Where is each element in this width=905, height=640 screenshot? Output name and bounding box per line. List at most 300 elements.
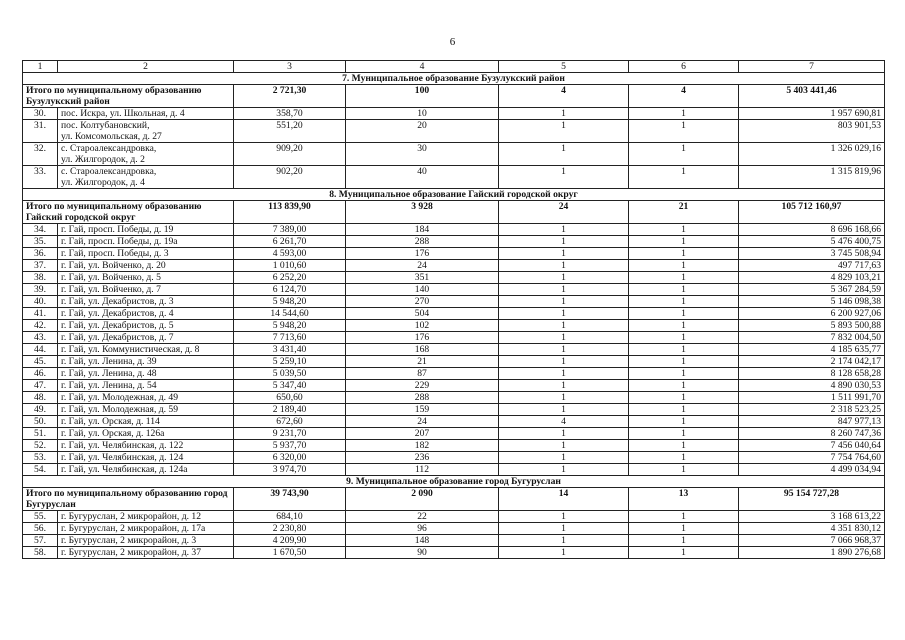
address-line: пос. Искра, ул. Школьная, д. 4 [61, 108, 185, 119]
address-line: г. Гай, ул. Декабристов, д. 7 [61, 332, 174, 343]
row-number: 37. [23, 260, 58, 272]
cost-cell: 847 977,13 [739, 416, 885, 428]
buildings-cell: 1 [499, 511, 629, 523]
row-number: 43. [23, 332, 58, 344]
column-header: 5 [499, 61, 629, 73]
buildings-cell: 1 [499, 392, 629, 404]
area-cell: 3 431,40 [234, 344, 346, 356]
table-row [23, 120, 885, 143]
address-line: г. Гай, просп. Победы, д. 3 [61, 248, 169, 259]
table-row [23, 224, 885, 236]
buildings-cell: 1 [499, 547, 629, 559]
total-count: 13 [629, 488, 739, 511]
row-number: 40. [23, 296, 58, 308]
area-cell: 551,20 [234, 120, 346, 143]
address-cell [58, 511, 234, 523]
address-cell [58, 120, 234, 143]
buildings-cell: 1 [499, 108, 629, 120]
count-cell: 1 [629, 284, 739, 296]
residents-cell: 102 [346, 320, 499, 332]
address-line: г. Бугуруслан, 2 микрорайон, д. 17а [61, 523, 206, 534]
section-header-row [23, 189, 885, 201]
section-header-row [23, 73, 885, 85]
address-cell [58, 344, 234, 356]
area-cell: 1 010,60 [234, 260, 346, 272]
table-row [23, 380, 885, 392]
residents-cell: 288 [346, 236, 499, 248]
table-row [23, 260, 885, 272]
area-cell: 9 231,70 [234, 428, 346, 440]
address-line: ул. Жилгородок, д. 2 [61, 154, 145, 165]
table-row [23, 416, 885, 428]
row-number: 41. [23, 308, 58, 320]
row-number: 36. [23, 248, 58, 260]
table-row [23, 440, 885, 452]
residents-cell: 504 [346, 308, 499, 320]
cost-cell: 5 893 500,88 [739, 320, 885, 332]
row-number: 57. [23, 535, 58, 547]
area-cell: 7 713,60 [234, 332, 346, 344]
address-cell [58, 416, 234, 428]
cost-cell: 7 066 968,37 [739, 535, 885, 547]
total-label: Итого по муниципальному образованию Гайский городской округ [23, 201, 234, 224]
count-cell: 1 [629, 260, 739, 272]
residents-cell: 30 [346, 143, 499, 166]
residents-cell: 24 [346, 416, 499, 428]
table-row [23, 166, 885, 189]
residents-cell: 184 [346, 224, 499, 236]
total-area: 39 743,90 [234, 488, 346, 511]
address-line: пос. Колтубановский, [61, 120, 150, 131]
count-cell: 1 [629, 320, 739, 332]
table-row [23, 344, 885, 356]
table-row [23, 511, 885, 523]
buildings-cell: 1 [499, 296, 629, 308]
cost-cell: 3 168 613,22 [739, 511, 885, 523]
row-number: 35. [23, 236, 58, 248]
total-count: 4 [629, 85, 739, 108]
address-line: г. Гай, ул. Ленина, д. 39 [61, 356, 157, 367]
address-cell [58, 332, 234, 344]
address-cell [58, 452, 234, 464]
count-cell: 1 [629, 380, 739, 392]
section-header-row [23, 476, 885, 488]
residents-cell: 148 [346, 535, 499, 547]
address-line: с. Староалександровка, [61, 166, 157, 177]
cost-cell: 2 318 523,25 [739, 404, 885, 416]
area-cell: 650,60 [234, 392, 346, 404]
cost-cell: 5 476 400,75 [739, 236, 885, 248]
total-cost: 5 403 441,46 [739, 85, 885, 108]
section-title: 8. Муниципальное образование Гайский городской округ [23, 189, 885, 201]
area-cell: 4 209,90 [234, 535, 346, 547]
address-line: г. Гай, ул. Орская, д. 114 [61, 416, 160, 427]
table-row [23, 332, 885, 344]
cost-cell: 8 696 168,66 [739, 224, 885, 236]
buildings-cell: 1 [499, 428, 629, 440]
residents-cell: 10 [346, 108, 499, 120]
cost-cell: 6 200 927,06 [739, 308, 885, 320]
address-cell [58, 108, 234, 120]
area-cell: 5 948,20 [234, 296, 346, 308]
area-cell: 5 948,20 [234, 320, 346, 332]
row-number: 47. [23, 380, 58, 392]
count-cell: 1 [629, 224, 739, 236]
total-buildings: 24 [499, 201, 629, 224]
column-header: 4 [346, 61, 499, 73]
cost-cell: 4 351 830,12 [739, 523, 885, 535]
column-header: 2 [58, 61, 234, 73]
buildings-cell: 1 [499, 440, 629, 452]
residents-cell: 182 [346, 440, 499, 452]
row-number: 46. [23, 368, 58, 380]
residents-cell: 159 [346, 404, 499, 416]
total-label: Итого по муниципальному образованию город Бугуруслан [23, 488, 234, 511]
address-line: г. Гай, ул. Декабристов, д. 3 [61, 296, 174, 307]
count-cell: 1 [629, 535, 739, 547]
residents-cell: 229 [346, 380, 499, 392]
cost-cell: 8 260 747,36 [739, 428, 885, 440]
address-line: г. Бугуруслан, 2 микрорайон, д. 12 [61, 511, 201, 522]
address-cell [58, 547, 234, 559]
row-number: 56. [23, 523, 58, 535]
cost-cell: 7 456 040,64 [739, 440, 885, 452]
row-number: 49. [23, 404, 58, 416]
count-cell: 1 [629, 511, 739, 523]
count-cell: 1 [629, 452, 739, 464]
count-cell: 1 [629, 404, 739, 416]
buildings-cell: 1 [499, 368, 629, 380]
area-cell: 672,60 [234, 416, 346, 428]
address-cell [58, 296, 234, 308]
table-row [23, 464, 885, 476]
table-row [23, 535, 885, 547]
table-row [23, 143, 885, 166]
table-row [23, 547, 885, 559]
total-cost: 95 154 727,28 [739, 488, 885, 511]
address-line: г. Гай, ул. Ленина, д. 54 [61, 380, 157, 391]
section-title: 7. Муниципальное образование Бузулукский район [23, 73, 885, 85]
buildings-cell: 1 [499, 120, 629, 143]
count-cell: 1 [629, 416, 739, 428]
buildings-cell: 1 [499, 535, 629, 547]
buildings-cell: 1 [499, 464, 629, 476]
cost-cell: 1 315 819,96 [739, 166, 885, 189]
total-area: 113 839,90 [234, 201, 346, 224]
residents-cell: 288 [346, 392, 499, 404]
address-cell [58, 224, 234, 236]
row-number: 48. [23, 392, 58, 404]
address-cell [58, 380, 234, 392]
address-cell [58, 166, 234, 189]
cost-cell: 3 745 508,94 [739, 248, 885, 260]
address-line: г. Гай, просп. Победы, д. 19а [61, 236, 178, 247]
residents-cell: 140 [346, 284, 499, 296]
row-number: 58. [23, 547, 58, 559]
address-cell [58, 368, 234, 380]
row-number: 42. [23, 320, 58, 332]
address-line: г. Гай, ул. Войченко, д. 7 [61, 284, 161, 295]
cost-cell: 4 499 034,94 [739, 464, 885, 476]
buildings-cell: 1 [499, 166, 629, 189]
total-area: 2 721,30 [234, 85, 346, 108]
address-cell [58, 523, 234, 535]
address-line: г. Гай, ул. Коммунистическая, д. 8 [61, 344, 200, 355]
residents-cell: 112 [346, 464, 499, 476]
total-label: Итого по муниципальному образованию Бузулукский район [23, 85, 234, 108]
row-number: 32. [23, 143, 58, 166]
address-line: ул. Комсомольская, д. 27 [61, 131, 162, 142]
count-cell: 1 [629, 428, 739, 440]
residents-cell: 87 [346, 368, 499, 380]
area-cell: 6 320,00 [234, 452, 346, 464]
row-number: 53. [23, 452, 58, 464]
area-cell: 902,20 [234, 166, 346, 189]
buildings-cell: 1 [499, 320, 629, 332]
table-row [23, 523, 885, 535]
count-cell: 1 [629, 166, 739, 189]
row-number: 45. [23, 356, 58, 368]
buildings-cell: 1 [499, 260, 629, 272]
residents-cell: 176 [346, 248, 499, 260]
column-header: 1 [23, 61, 58, 73]
table-row [23, 236, 885, 248]
address-cell [58, 236, 234, 248]
buildings-cell: 1 [499, 248, 629, 260]
address-cell [58, 308, 234, 320]
area-cell: 1 670,50 [234, 547, 346, 559]
residents-cell: 168 [346, 344, 499, 356]
address-cell [58, 356, 234, 368]
buildings-cell: 1 [499, 380, 629, 392]
address-line: г. Гай, ул. Ленина, д. 48 [61, 368, 157, 379]
cost-cell: 1 890 276,68 [739, 547, 885, 559]
address-line: г. Гай, ул. Декабристов, д. 5 [61, 320, 174, 331]
area-cell: 6 252,20 [234, 272, 346, 284]
address-cell [58, 143, 234, 166]
residents-cell: 176 [346, 332, 499, 344]
address-cell [58, 440, 234, 452]
table-row [23, 404, 885, 416]
address-cell [58, 284, 234, 296]
row-number: 51. [23, 428, 58, 440]
count-cell: 1 [629, 368, 739, 380]
buildings-cell: 1 [499, 404, 629, 416]
address-line: с. Староалександровка, [61, 143, 157, 154]
address-line: г. Гай, ул. Войченко, д. 20 [61, 260, 166, 271]
buildings-cell: 1 [499, 452, 629, 464]
cost-cell: 2 174 042,17 [739, 356, 885, 368]
buildings-cell: 1 [499, 272, 629, 284]
address-cell [58, 272, 234, 284]
cost-cell: 1 957 690,81 [739, 108, 885, 120]
total-buildings: 14 [499, 488, 629, 511]
address-cell [58, 320, 234, 332]
area-cell: 909,20 [234, 143, 346, 166]
area-cell: 5 347,40 [234, 380, 346, 392]
address-line: г. Гай, ул. Орская, д. 126а [61, 428, 165, 439]
table-row [23, 248, 885, 260]
address-line: г. Бугуруслан, 2 микрорайон, д. 37 [61, 547, 201, 558]
buildings-cell: 1 [499, 236, 629, 248]
count-cell: 1 [629, 392, 739, 404]
total-residents: 100 [346, 85, 499, 108]
cost-cell: 4 890 030,53 [739, 380, 885, 392]
total-count: 21 [629, 201, 739, 224]
buildings-cell: 1 [499, 224, 629, 236]
residents-cell: 270 [346, 296, 499, 308]
residents-cell: 236 [346, 452, 499, 464]
area-cell: 2 230,80 [234, 523, 346, 535]
address-cell [58, 392, 234, 404]
row-number: 39. [23, 284, 58, 296]
residents-cell: 20 [346, 120, 499, 143]
row-number: 30. [23, 108, 58, 120]
area-cell: 5 039,50 [234, 368, 346, 380]
count-cell: 1 [629, 547, 739, 559]
residents-cell: 22 [346, 511, 499, 523]
count-cell: 1 [629, 523, 739, 535]
table-row [23, 320, 885, 332]
area-cell: 358,70 [234, 108, 346, 120]
address-line: г. Гай, ул. Челябинская, д. 124 [61, 452, 184, 463]
address-line: г. Гай, ул. Молодежная, д. 49 [61, 392, 179, 403]
buildings-cell: 1 [499, 284, 629, 296]
address-line: г. Гай, ул. Войченко, д. 5 [61, 272, 161, 283]
total-cost: 105 712 160,97 [739, 201, 885, 224]
area-cell: 4 593,00 [234, 248, 346, 260]
address-line: г. Гай, просп. Победы, д. 19 [61, 224, 174, 235]
address-line: г. Бугуруслан, 2 микрорайон, д. 3 [61, 535, 197, 546]
buildings-cell: 1 [499, 356, 629, 368]
table-row [23, 392, 885, 404]
section-title: 9. Муниципальное образование город Бугуруслан [23, 476, 885, 488]
buildings-cell: 1 [499, 308, 629, 320]
count-cell: 1 [629, 332, 739, 344]
count-cell: 1 [629, 108, 739, 120]
table-row [23, 108, 885, 120]
row-number: 38. [23, 272, 58, 284]
table-row [23, 272, 885, 284]
column-number-header-row [23, 61, 885, 73]
count-cell: 1 [629, 344, 739, 356]
buildings-cell: 4 [499, 416, 629, 428]
address-cell [58, 535, 234, 547]
area-cell: 5 259,10 [234, 356, 346, 368]
buildings-cell: 1 [499, 344, 629, 356]
column-header: 3 [234, 61, 346, 73]
row-number: 52. [23, 440, 58, 452]
row-number: 34. [23, 224, 58, 236]
cost-cell: 4 829 103,21 [739, 272, 885, 284]
address-line: г. Гай, ул. Челябинская, д. 122 [61, 440, 184, 451]
area-cell: 6 261,70 [234, 236, 346, 248]
row-number: 44. [23, 344, 58, 356]
page-number: 6 [449, 36, 456, 48]
area-cell: 5 937,70 [234, 440, 346, 452]
count-cell: 1 [629, 236, 739, 248]
count-cell: 1 [629, 248, 739, 260]
count-cell: 1 [629, 356, 739, 368]
row-number: 33. [23, 166, 58, 189]
table-row [23, 452, 885, 464]
area-cell: 7 389,00 [234, 224, 346, 236]
address-cell [58, 248, 234, 260]
table-row [23, 368, 885, 380]
section-total-row [23, 201, 885, 224]
cost-cell: 1 511 991,70 [739, 392, 885, 404]
housing-program-table [22, 60, 885, 559]
cost-cell: 7 754 764,60 [739, 452, 885, 464]
count-cell: 1 [629, 143, 739, 166]
table-row [23, 308, 885, 320]
column-header: 7 [739, 61, 885, 73]
total-residents: 3 928 [346, 201, 499, 224]
table-row [23, 296, 885, 308]
count-cell: 1 [629, 308, 739, 320]
cost-cell: 497 717,63 [739, 260, 885, 272]
column-header: 6 [629, 61, 739, 73]
area-cell: 3 974,70 [234, 464, 346, 476]
count-cell: 1 [629, 440, 739, 452]
row-number: 31. [23, 120, 58, 143]
section-total-row [23, 488, 885, 511]
table-row [23, 428, 885, 440]
address-line: ул. Жилгородок, д. 4 [61, 177, 145, 188]
residents-cell: 90 [346, 547, 499, 559]
table-body [23, 61, 885, 559]
address-cell [58, 464, 234, 476]
area-cell: 6 124,70 [234, 284, 346, 296]
row-number: 50. [23, 416, 58, 428]
buildings-cell: 1 [499, 332, 629, 344]
cost-cell: 5 146 098,38 [739, 296, 885, 308]
cost-cell: 4 185 635,77 [739, 344, 885, 356]
count-cell: 1 [629, 120, 739, 143]
buildings-cell: 1 [499, 523, 629, 535]
cost-cell: 803 901,53 [739, 120, 885, 143]
address-cell [58, 404, 234, 416]
address-cell [58, 260, 234, 272]
area-cell: 684,10 [234, 511, 346, 523]
section-total-row [23, 85, 885, 108]
buildings-cell: 1 [499, 143, 629, 166]
count-cell: 1 [629, 464, 739, 476]
table-row [23, 284, 885, 296]
address-line: г. Гай, ул. Декабристов, д. 4 [61, 308, 174, 319]
address-line: г. Гай, ул. Челябинская, д. 124а [61, 464, 188, 475]
count-cell: 1 [629, 296, 739, 308]
residents-cell: 96 [346, 523, 499, 535]
count-cell: 1 [629, 272, 739, 284]
address-line: г. Гай, ул. Молодежная, д. 59 [61, 404, 179, 415]
total-buildings: 4 [499, 85, 629, 108]
table-row [23, 356, 885, 368]
residents-cell: 21 [346, 356, 499, 368]
residents-cell: 207 [346, 428, 499, 440]
residents-cell: 40 [346, 166, 499, 189]
cost-cell: 1 326 029,16 [739, 143, 885, 166]
row-number: 55. [23, 511, 58, 523]
cost-cell: 8 128 658,28 [739, 368, 885, 380]
row-number: 54. [23, 464, 58, 476]
area-cell: 2 189,40 [234, 404, 346, 416]
cost-cell: 7 832 004,50 [739, 332, 885, 344]
address-cell [58, 428, 234, 440]
cost-cell: 5 367 284,59 [739, 284, 885, 296]
residents-cell: 24 [346, 260, 499, 272]
area-cell: 14 544,60 [234, 308, 346, 320]
